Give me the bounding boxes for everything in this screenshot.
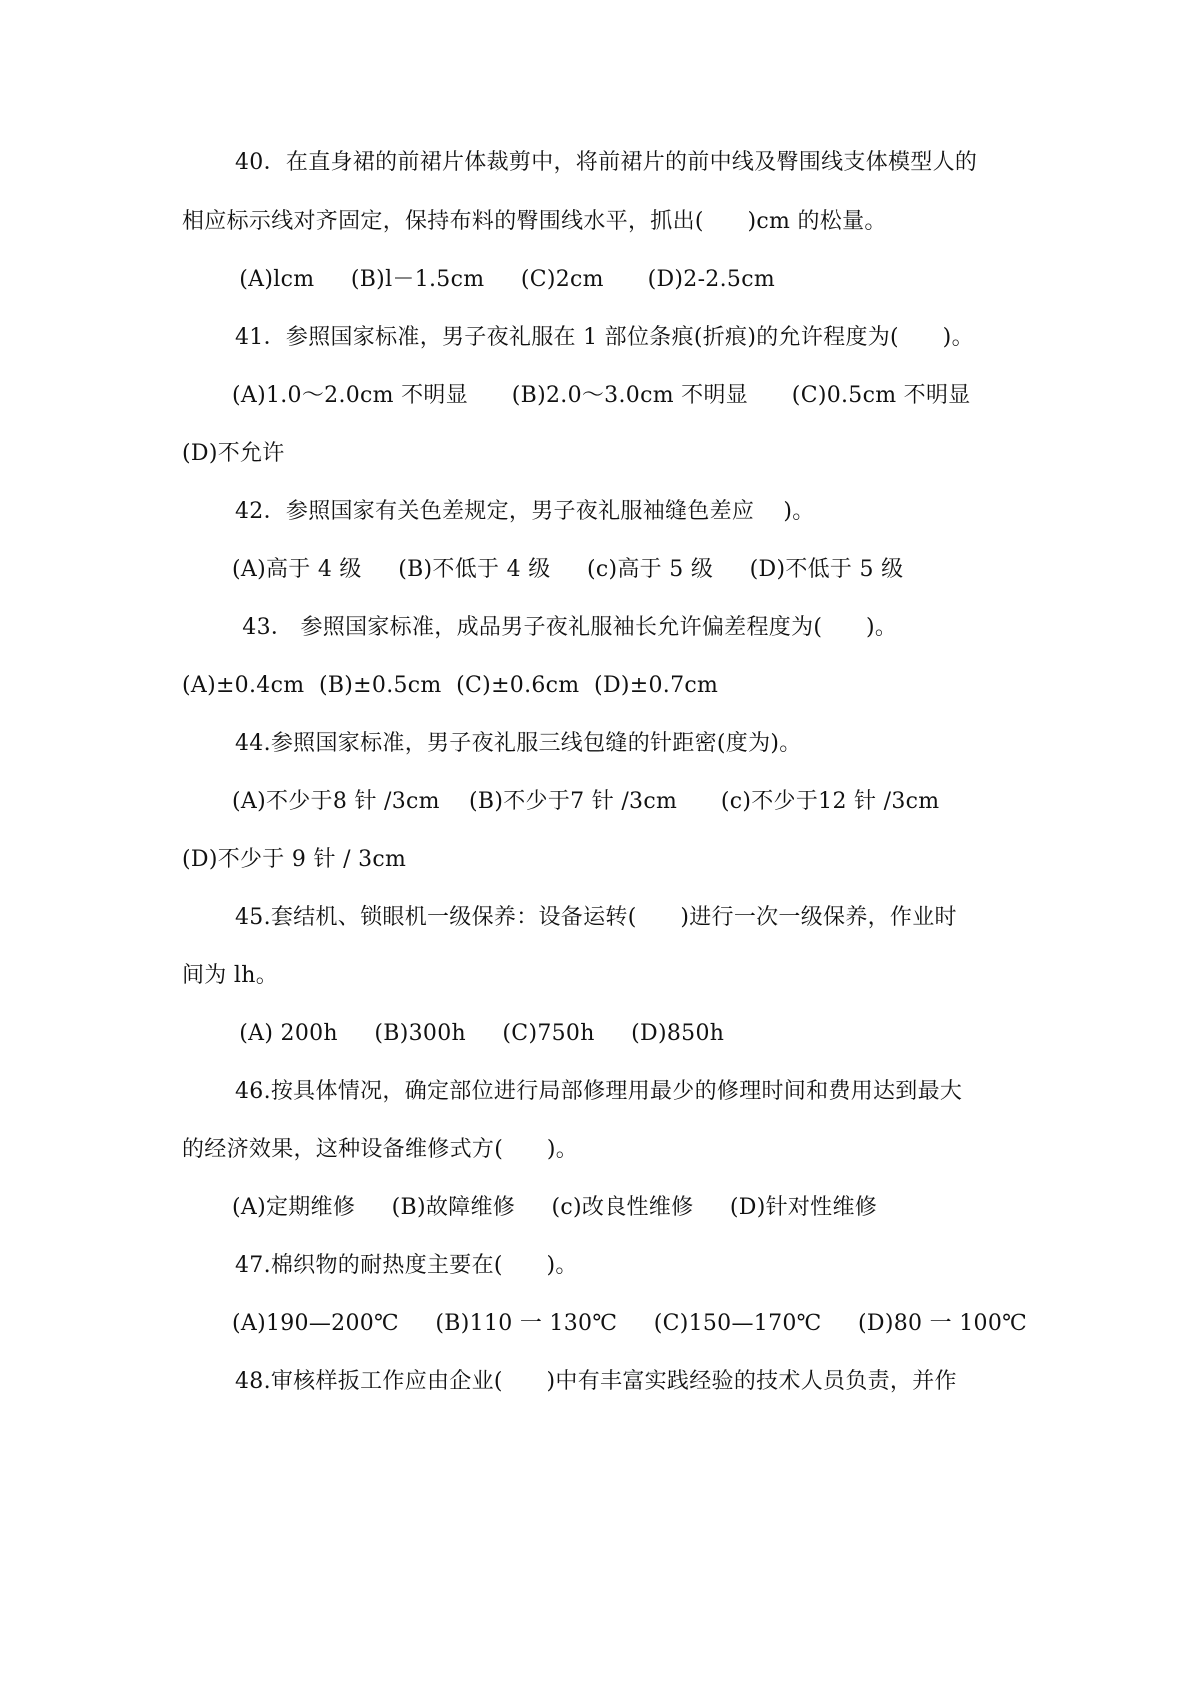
question-42-text: 42．参照国家有关色差规定，男子夜礼服袖缝色差应 )。: [235, 499, 815, 524]
question-41-text: 41．参照国家标准，男子夜礼服在 1 部位条痕(折痕)的允许程度为( )。: [235, 325, 974, 350]
question-44-options: (A)不少于8 针 /3cm (B)不少于7 针 /3cm (c)不少于12 针 /3cm: [232, 789, 940, 814]
question-48-text: 48.审核样扳工作应由企业( )中有丰富实践经验的技术人员负责，并作: [235, 1369, 957, 1394]
question-43-options: (A)±0.4cm (B)±0.5cm (C)±0.6cm (D)±0.7cm: [182, 673, 719, 698]
question-44-text: 44.参照国家标准，男子夜礼服三线包缝的针距密(度为)。: [235, 731, 802, 756]
question-46-options: (A)定期维修 (B)故障维修 (c)改良性维修 (D)针对性维修: [232, 1195, 878, 1220]
question-40-text: 40．在直身裙的前裙片体裁剪中，将前裙片的前中线及臀围线支体模型人的: [235, 150, 978, 175]
question-46-text: 46.按具体情况，确定部位进行局部修理用最少的修理时间和费用达到最大: [235, 1079, 963, 1104]
question-47-options: (A)190—200℃ (B)110 一 130℃ (C)150—170℃ (D)80 一 100℃: [232, 1311, 1028, 1336]
question-45-options: (A) 200h (B)300h (C)750h (D)850h: [232, 1021, 725, 1046]
question-45-text-cont: 间为 lh。: [182, 963, 278, 988]
question-41-options: (A)1.0～2.0cm 不明显 (B)2.0～3.0cm 不明显 (C)0.5cm 不明显: [232, 383, 971, 408]
question-47-text: 47.棉织物的耐热度主要在( )。: [235, 1253, 578, 1278]
question-40-text-cont: 相应标示线对齐固定，保持布料的臀围线水平，抓出( )cm 的松量。: [182, 209, 887, 234]
question-44-options-cont: (D)不少于 9 针 / 3cm: [182, 847, 407, 872]
question-46-text-cont: 的经济效果，这种设备维修式方( )。: [182, 1137, 579, 1162]
question-41-options-cont: (D)不允许: [182, 441, 285, 466]
question-45-text: 45.套结机、锁眼机一级保养：设备运转( )进行一次一级保养，作业时: [235, 905, 957, 930]
question-42-options: (A)高于 4 级 (B)不低于 4 级 (c)高于 5 级 (D)不低于 5 级: [232, 557, 904, 582]
question-40-options: (A)lcm (B)l－1.5cm (C)2cm (D)2-2.5cm: [232, 267, 775, 292]
question-43-text: 43． 参照国家标准，成品男子夜礼服袖长允许偏差程度为( )。: [235, 615, 898, 640]
